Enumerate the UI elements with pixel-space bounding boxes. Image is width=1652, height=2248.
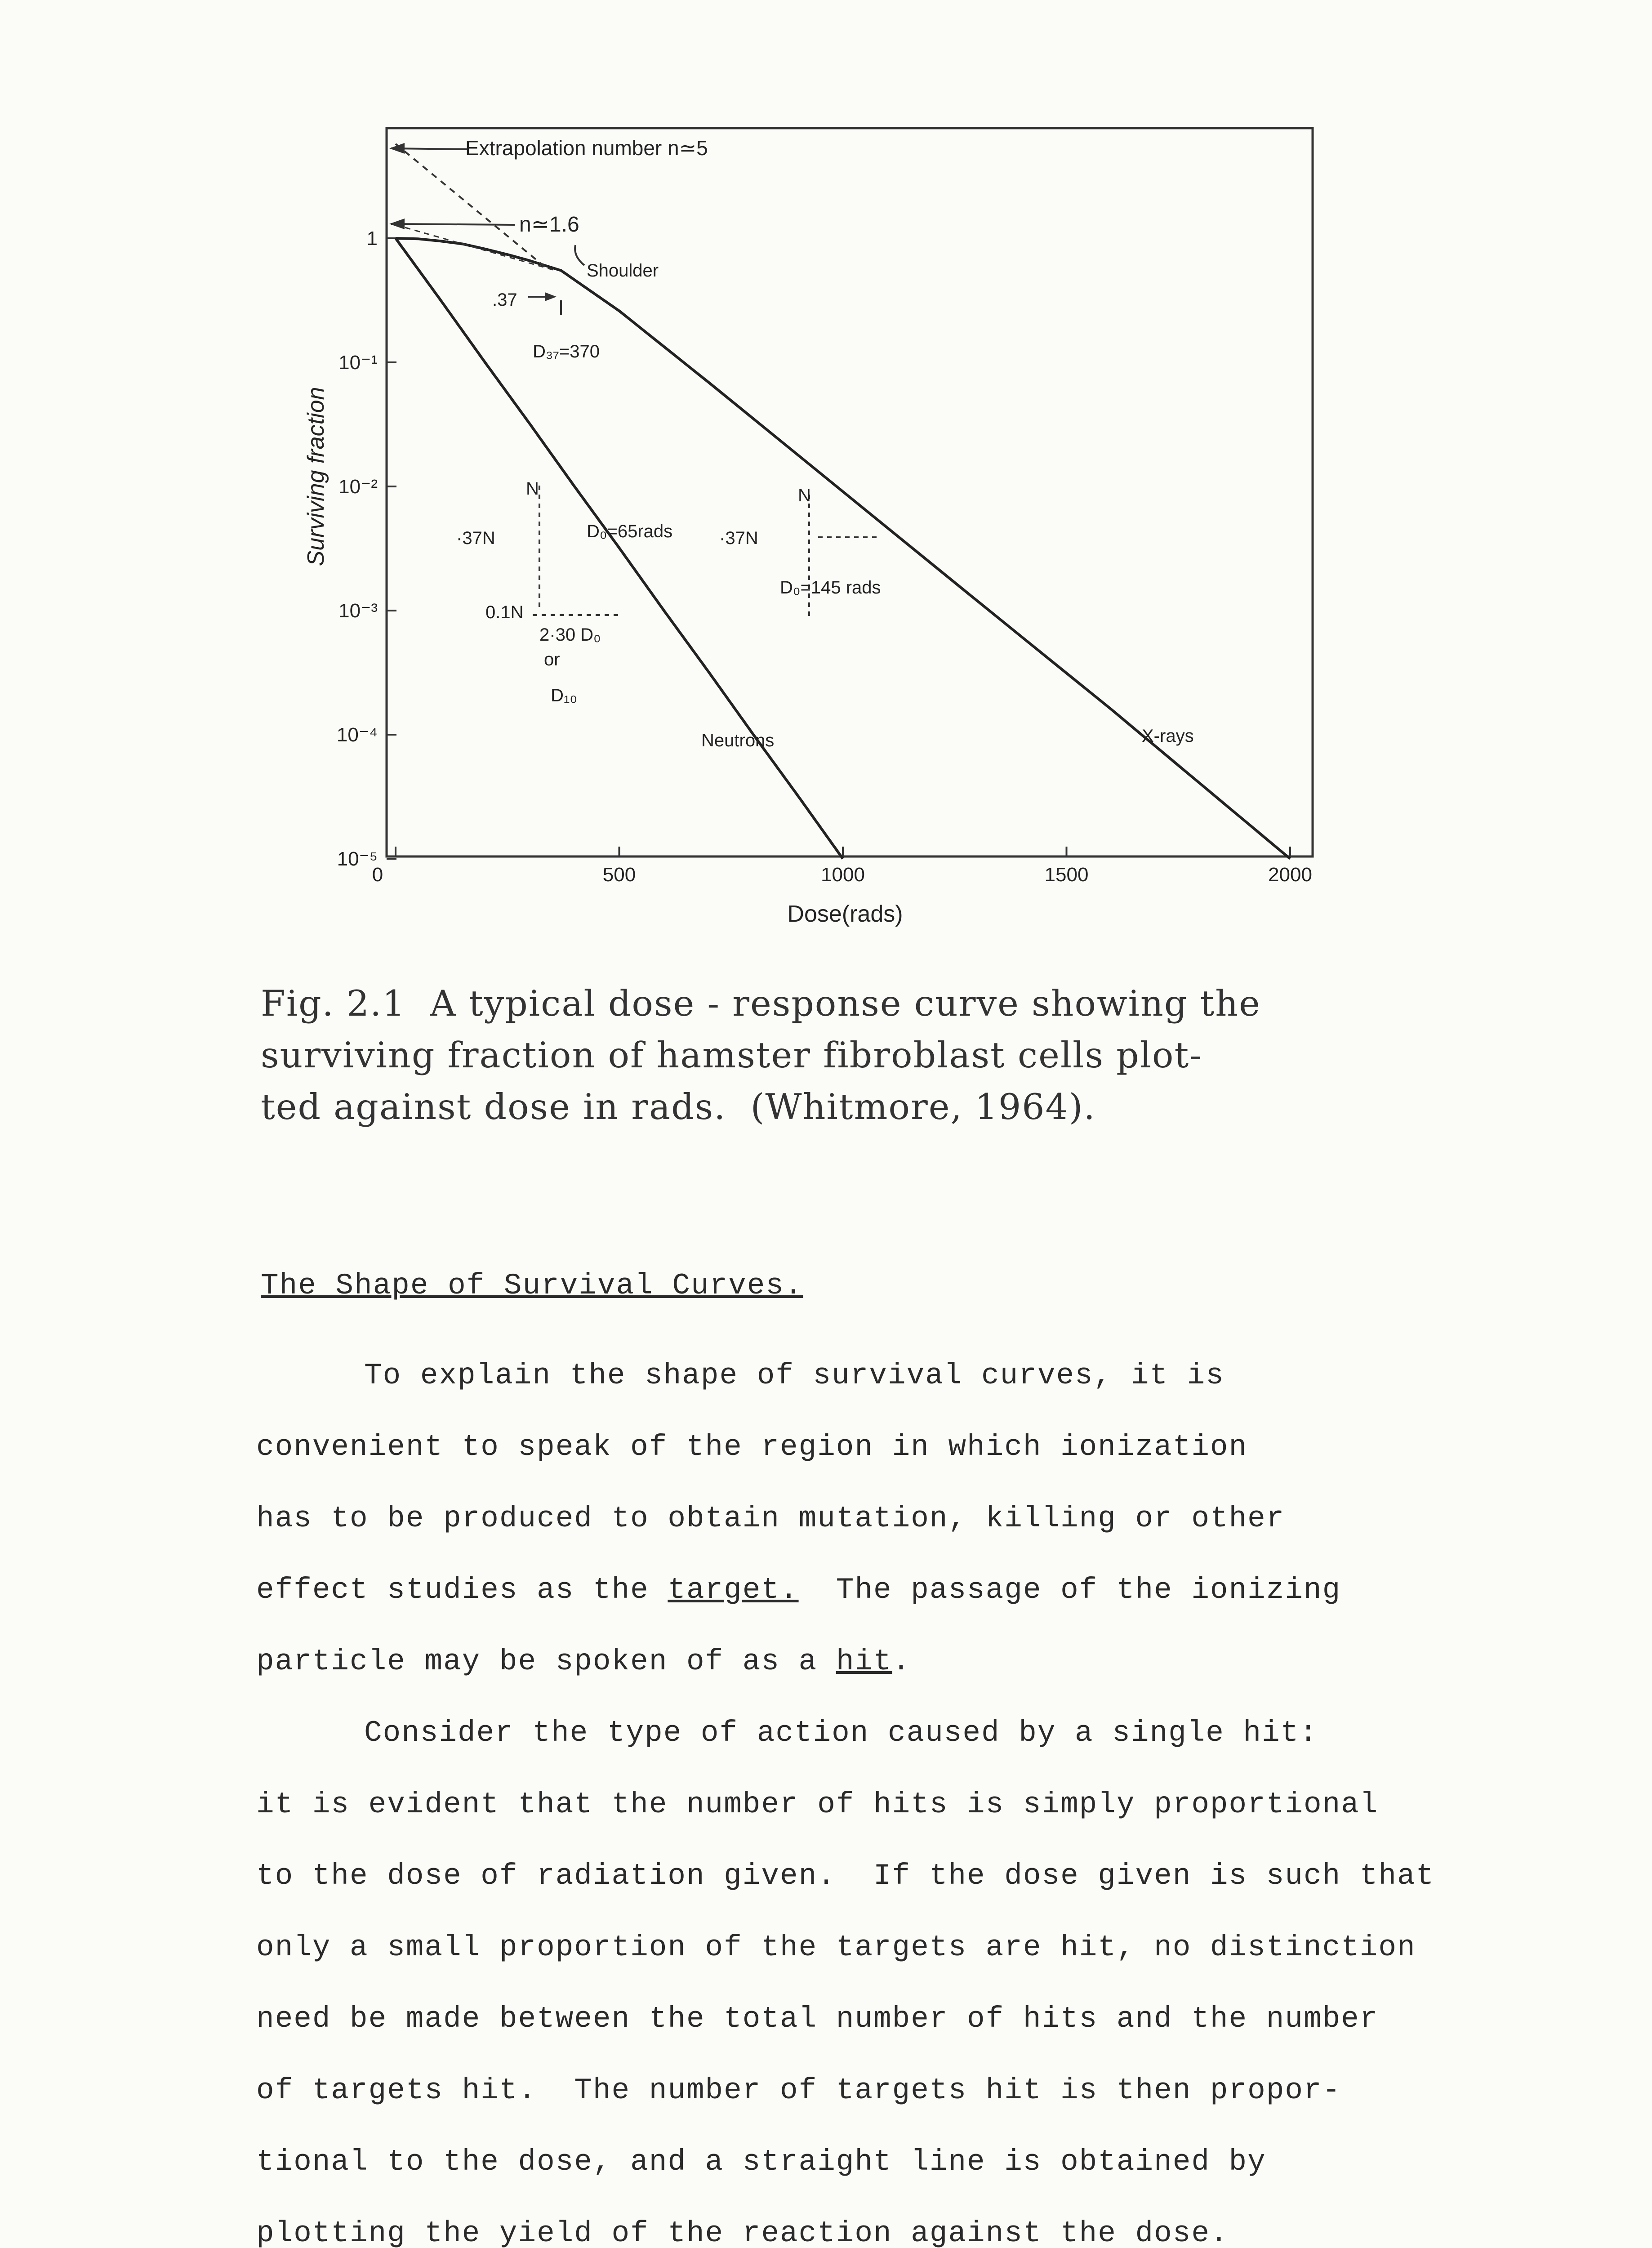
extrapolation-dash-line	[396, 144, 548, 270]
series-line-neutrons	[396, 238, 843, 859]
x-tick-label: 1000	[821, 864, 865, 886]
para2-line-2: it is evident that the number of hits is simply proportional	[256, 1788, 1379, 1821]
n16-arrow	[391, 224, 515, 225]
n37-right-label: ·37N	[719, 528, 758, 548]
para2-line-7: tional to the dose, and a straight line is obtained by	[256, 2145, 1266, 2179]
x-tick-label: 1500	[1044, 864, 1089, 886]
y-tick-label: 1	[366, 227, 378, 250]
y-tick-label: 10⁻¹	[338, 352, 378, 374]
d10-label: D₁₀	[551, 686, 577, 705]
hit-term: hit	[836, 1645, 892, 1678]
survival-curve-chart	[0, 0, 1652, 967]
para2-line-5: need be made between the total number of hits and the number	[256, 2002, 1379, 2036]
xrays-label: X-rays	[1142, 726, 1194, 746]
n16-arrowhead	[389, 219, 405, 229]
para2-line-3: to the dose of radiation given. If the dose given is such that	[256, 1859, 1435, 1893]
y-tick-label: 10⁻³	[338, 600, 378, 622]
caption-line-2: surviving fraction of hamster fibroblast cells plot-	[261, 1035, 1202, 1076]
para2-line-1: Consider the type of action caused by a single hit:	[364, 1716, 1318, 1750]
body-text	[256, 1340, 1434, 2248]
target-term: target.	[668, 1573, 799, 1607]
n16-label: n≃1.6	[519, 213, 579, 236]
para2-line-6: of targets hit. The number of targets hit is then propor-	[256, 2074, 1341, 2107]
series-line-x-rays	[396, 238, 1290, 859]
para2-line-4: only a small proportion of the targets are hit, no distinction	[256, 1931, 1416, 1964]
n37-left-label: ·37N	[456, 528, 495, 548]
caption-line-3: ted against dose in rads. (Whitmore, 1964).	[261, 1086, 1096, 1128]
d37-label: D₃₇=370	[533, 342, 600, 361]
para1-line-5-end: .	[892, 1645, 911, 1678]
para1-line-5	[256, 1626, 1434, 1697]
d0-145-label: D₀=145 rads	[780, 578, 881, 598]
d0-65-label: D₀=65rads	[587, 522, 673, 541]
d230-label: 2·30 D₀	[539, 625, 601, 645]
figure-caption	[261, 978, 1261, 1133]
plot-frame	[387, 128, 1313, 856]
n-right-label: N	[798, 486, 811, 505]
para1-line-4-start: effect studies as the	[256, 1573, 668, 1607]
neutrons-label: Neutrons	[701, 731, 775, 750]
section-heading: The Shape of Survival Curves.	[261, 1269, 803, 1302]
extrapolation-label: Extrapolation number n≃5	[465, 136, 708, 160]
shoulder-label: Shoulder	[587, 261, 659, 281]
y-tick-label: 10⁻²	[338, 476, 378, 498]
para1-line-4	[256, 1554, 1434, 1626]
n-left-label: N	[526, 479, 539, 499]
x-tick-label: 0	[372, 864, 383, 886]
para2-line-8: plotting the yield of the reaction against the dose.	[256, 2217, 1229, 2248]
shoulder-pointer	[575, 245, 584, 265]
p37-arrowhead	[545, 292, 557, 301]
para1-line-4-end: The passage of the ionizing	[798, 1573, 1341, 1607]
p37-label: .37	[492, 290, 517, 310]
para1-line-5-start: particle may be spoken of as a	[256, 1645, 836, 1678]
y-tick-label: 10⁻⁴	[336, 724, 378, 746]
y-tick-label: 10⁻⁵	[337, 848, 378, 870]
para1-line-2: convenient to speak of the region in which ionization	[256, 1430, 1248, 1464]
caption-line-1: Fig. 2.1 A typical dose - response curve showing the	[261, 983, 1261, 1024]
y-axis-title: Surviving fraction	[303, 387, 329, 566]
x-tick-label: 2000	[1268, 864, 1312, 886]
para1-line-3: has to be produced to obtain mutation, killing or other	[256, 1502, 1285, 1535]
x-tick-label: 500	[602, 864, 636, 886]
x-axis-title: Dose(rads)	[787, 901, 903, 927]
or-label: or	[544, 650, 560, 669]
n01-label: 0.1N	[485, 602, 524, 622]
para1-line-1: To explain the shape of survival curves, it is	[364, 1359, 1225, 1392]
